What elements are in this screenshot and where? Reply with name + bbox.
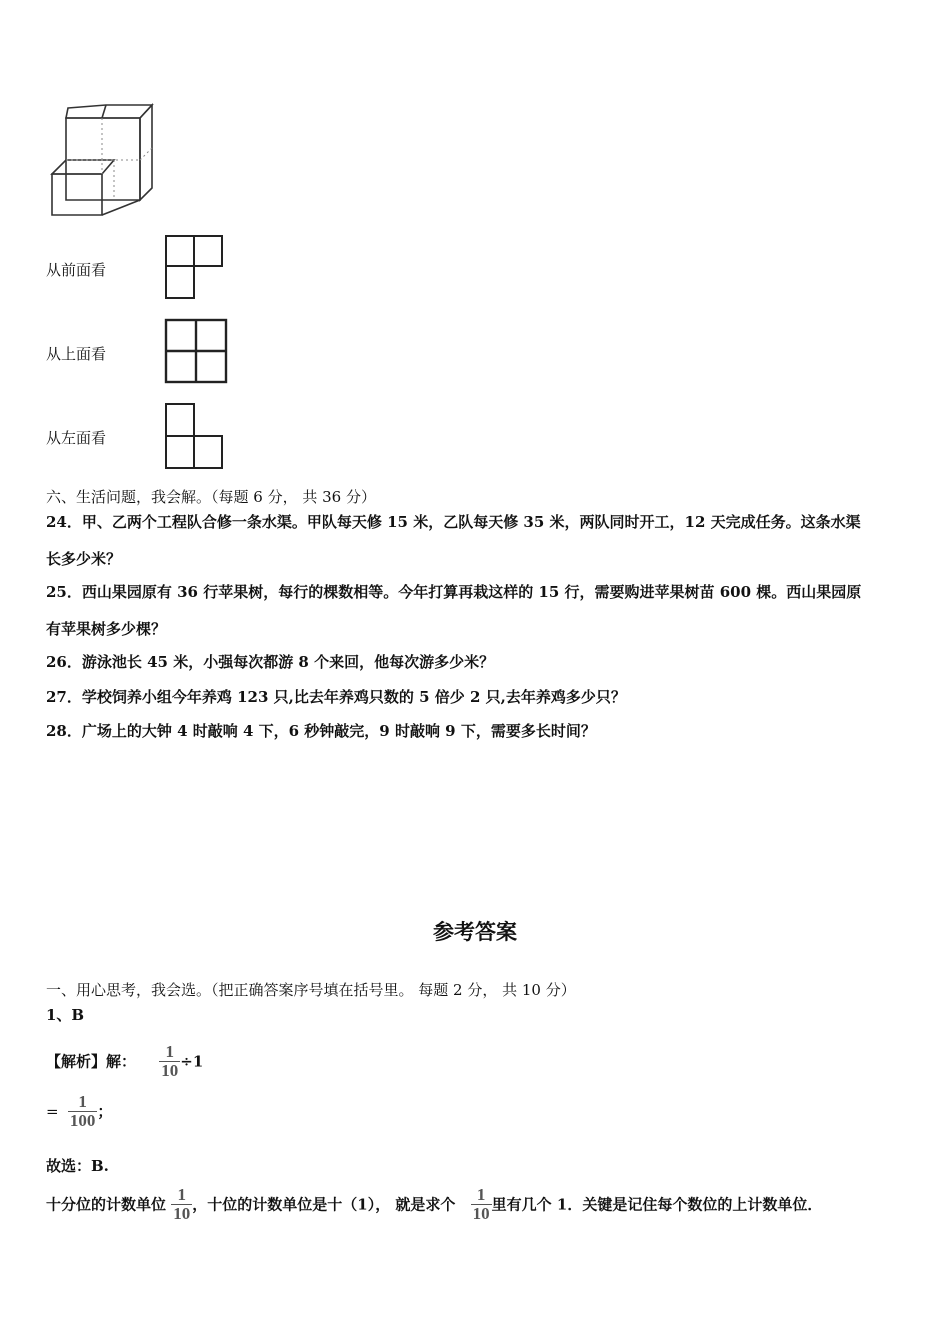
top-view-label: 从上面看 <box>46 345 107 363</box>
q26: 26．游泳池长 45 米，小强每次都游 8 个来回，他每次游多少米？ <box>46 653 495 671</box>
front-view-shape <box>164 234 224 300</box>
stacked-cubes-figure <box>44 100 160 220</box>
fraction-numerator: 1 <box>165 1042 174 1061</box>
note-part1: 十分位的计数单位 <box>46 1195 167 1214</box>
analysis-line <box>46 1043 203 1080</box>
fraction-denominator: 10 <box>472 1204 490 1223</box>
q25-line2: 有苹果树多少棵？ <box>46 620 167 638</box>
note-part3: 里有几个 1．关键是记住每个数位的上计数单位． <box>491 1195 823 1214</box>
fraction-1-10 <box>159 1043 180 1080</box>
fraction-1-100 <box>68 1093 98 1130</box>
answers-title: 参考答案 <box>433 920 517 944</box>
left-view-label: 从左面看 <box>46 429 107 447</box>
fraction-numerator: 1 <box>78 1092 87 1111</box>
note-line <box>46 1186 822 1223</box>
analysis-label: 【解析】解： <box>46 1052 137 1071</box>
top-view-shape <box>164 318 228 384</box>
answer-1: 1、B <box>46 1006 85 1024</box>
fraction-denominator: 100 <box>69 1111 96 1130</box>
fraction-denominator: 10 <box>161 1061 179 1080</box>
fraction-denominator: 10 <box>173 1204 191 1223</box>
answers-section1-heading: 一、用心思考，我会选。（把正确答案序号填在括号里。 每题 2 分， 共 10 分） <box>46 981 576 999</box>
q25-line1: 25．西山果园原有 36 行苹果树，每行的棵数相等。今年打算再栽这样的 15 行，需要购进苹果树苗 600 棵。西山果园原 <box>46 583 862 601</box>
fraction-numerator: 1 <box>476 1185 486 1204</box>
section6-heading: 六、生活问题，我会解。（每题 6 分， 共 36 分） <box>46 488 376 506</box>
note-fraction-1 <box>171 1186 192 1223</box>
semicolon: ； <box>97 1102 113 1121</box>
result-line <box>46 1093 112 1130</box>
equals-sign: = <box>46 1102 59 1121</box>
q27: 27．学校饲养小组今年养鸡 123 只,比去年养鸡只数的 5 倍少 2 只,去年养鸡多少只？ <box>46 688 626 706</box>
note-fraction-2 <box>471 1186 492 1223</box>
q28: 28．广场上的大钟 4 时敲响 4 下，6 秒钟敲完，9 时敲响 9 下，需要多长时间？ <box>46 722 596 740</box>
q24-line2: 长多少米？ <box>46 550 122 568</box>
note-part2: ，十位的计数单位是十（1）， 就是求个 <box>192 1195 456 1214</box>
left-view-shape <box>164 402 226 470</box>
choice-line: 故选：B. <box>46 1157 109 1175</box>
divide-text: ÷1 <box>180 1052 204 1071</box>
fraction-numerator: 1 <box>177 1185 186 1204</box>
q24-line1: 24．甲、乙两个工程队合修一条水渠。甲队每天修 15 米，乙队每天修 35 米，两队同时开工，12 天完成任务。这条水渠 <box>46 513 861 531</box>
front-view-label: 从前面看 <box>46 261 107 279</box>
